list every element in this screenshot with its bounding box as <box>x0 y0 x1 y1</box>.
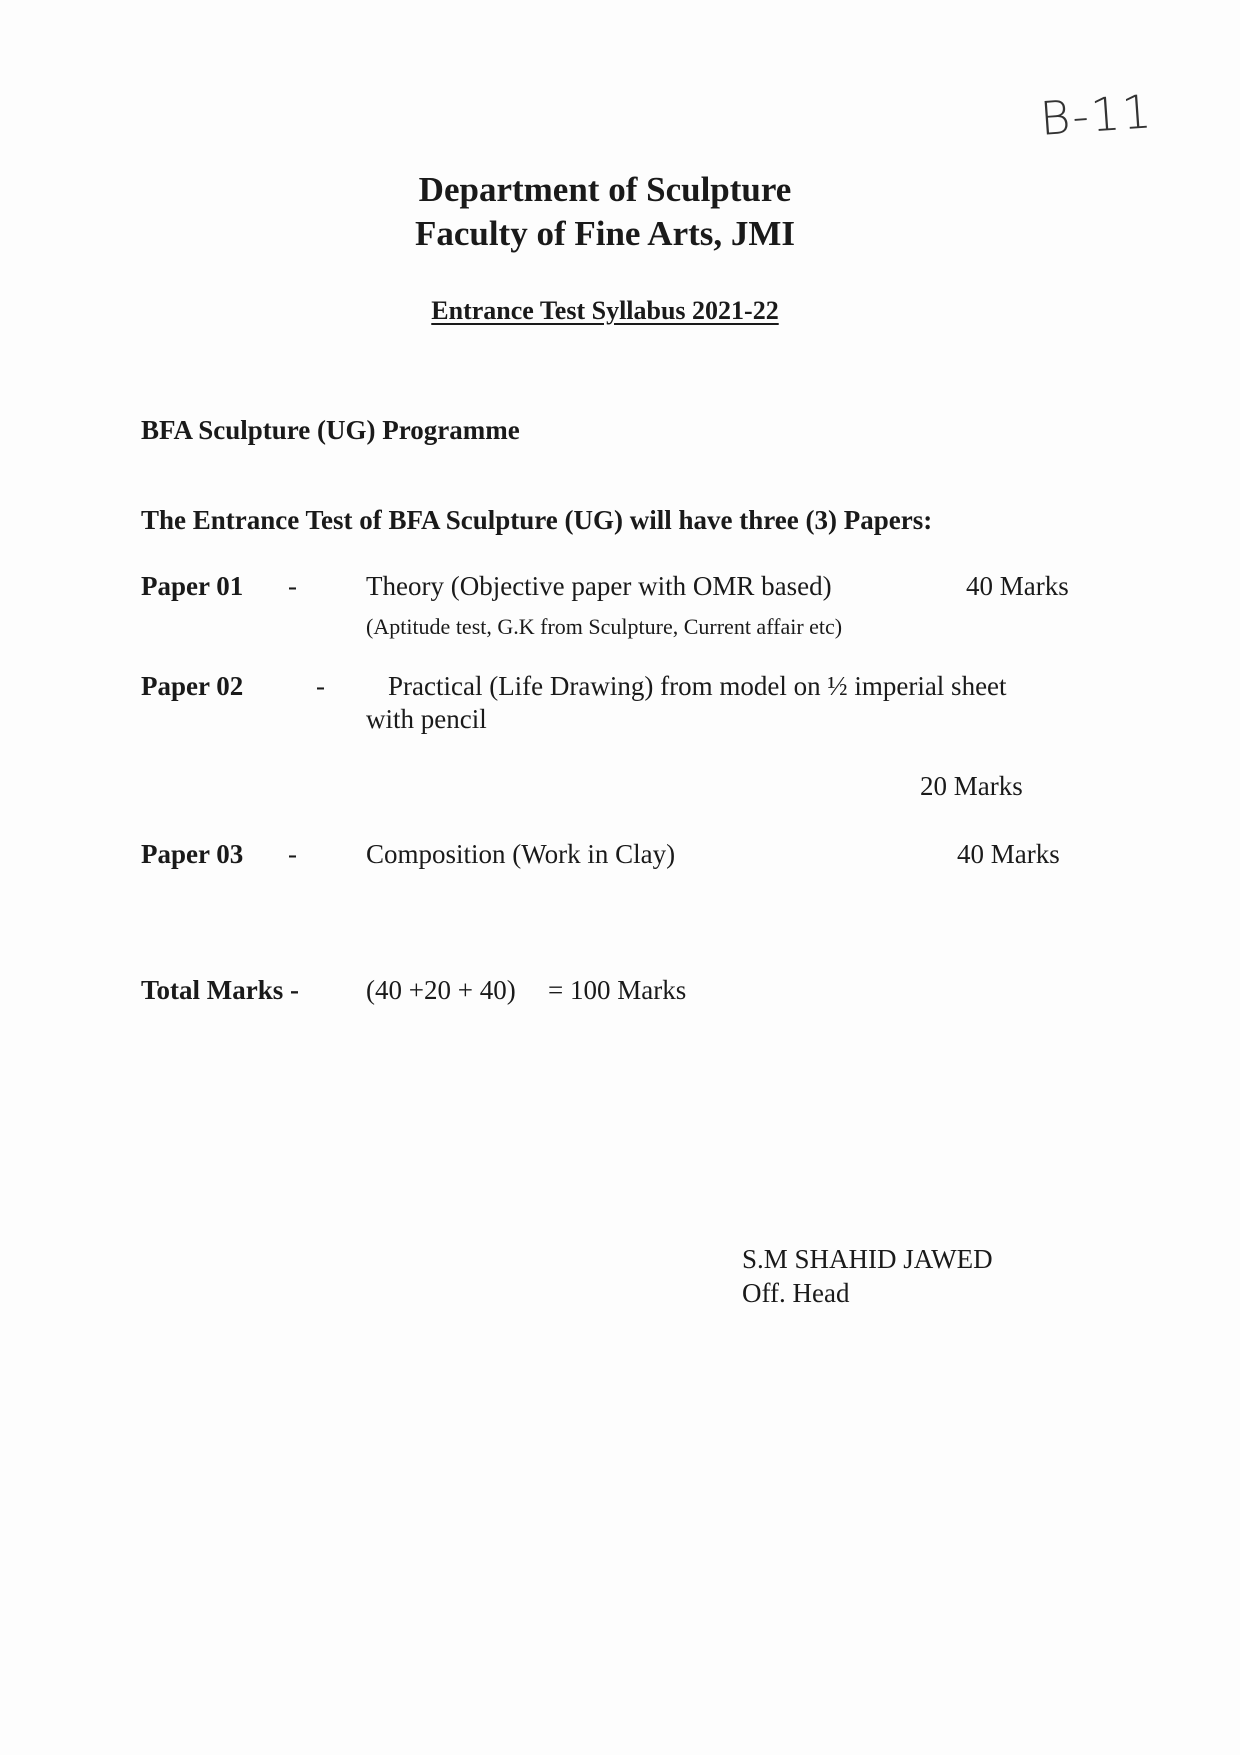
syllabus-title: Entrance Test Syllabus 2021-22 <box>431 296 779 325</box>
paper-03-dash: - <box>288 839 297 869</box>
paper-02-dash: - <box>316 671 325 701</box>
paper-03-description: Composition (Work in Clay) <box>366 839 676 869</box>
paper-01-marks: 40 Marks <box>966 571 1069 601</box>
paper-02-description-line1: Practical (Life Drawing) from model on ½ imperial sheet <box>388 671 1007 701</box>
faculty-title: Faculty of Fine Arts, JMI <box>414 214 796 253</box>
signatory-name: S.M SHAHID JAWED <box>742 1244 993 1274</box>
paper-01-note: (Aptitude test, G.K from Sculpture, Current affair etc) <box>366 614 843 639</box>
paper-03-label: Paper 03 <box>141 839 244 869</box>
total-marks-formula: (40 +20 + 40) <box>366 975 516 1005</box>
paper-01-dash: - <box>288 571 297 601</box>
department-title: Department of Sculpture <box>418 170 792 209</box>
paper-01-label: Paper 01 <box>141 571 244 601</box>
total-marks-label: Total Marks - <box>141 975 300 1005</box>
paper-03-marks: 40 Marks <box>957 839 1060 869</box>
total-marks-result: = 100 Marks <box>548 975 687 1005</box>
paper-01-description: Theory (Objective paper with OMR based) <box>366 571 832 601</box>
paper-02-marks: 20 Marks <box>920 771 1023 801</box>
paper-02-description-line2: with pencil <box>366 704 487 734</box>
handwritten-page-note: B-11 <box>1038 84 1156 146</box>
intro-text: The Entrance Test of BFA Sculpture (UG) will have three (3) Papers: <box>141 505 933 535</box>
paper-02-label: Paper 02 <box>141 671 244 701</box>
programme-title: BFA Sculpture (UG) Programme <box>141 415 520 445</box>
signatory-title: Off. Head <box>742 1278 850 1308</box>
